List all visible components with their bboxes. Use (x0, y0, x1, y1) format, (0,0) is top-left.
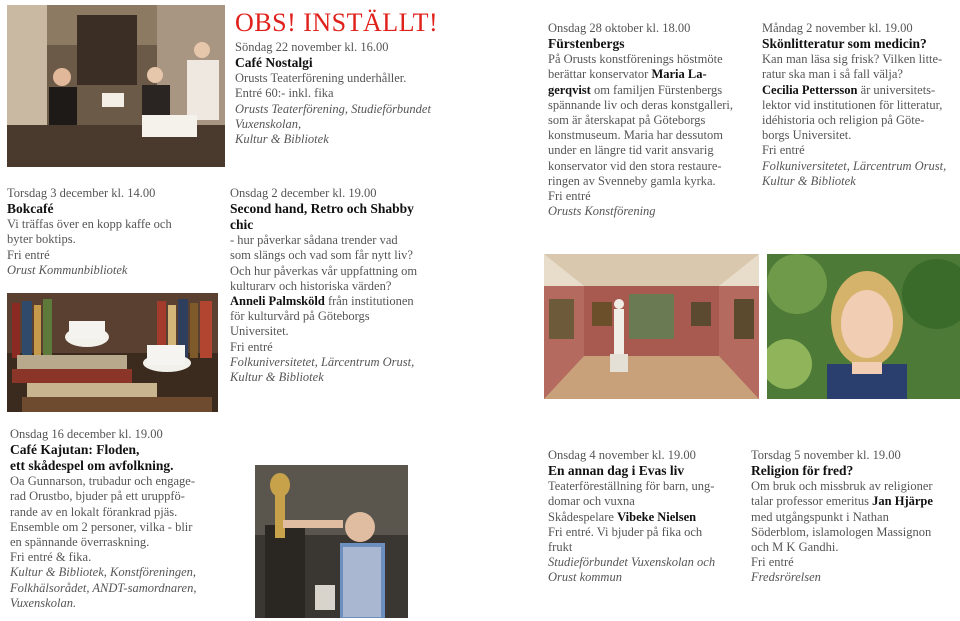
event-line (548, 83, 758, 98)
event-line: Fri entré (7, 247, 50, 262)
event-line: en spännande överraskning. (10, 535, 150, 550)
event-line: kulturarv och historiska värden? (230, 278, 392, 293)
event-organizer: Folkuniversitetet, Lärcentrum Orust, (230, 354, 415, 369)
event-date: Onsdag 2 december kl. 19.00 (230, 186, 377, 200)
event-line: Fri entré & fika. (10, 550, 92, 565)
event-date: Söndag 22 november kl. 16.00 (235, 40, 389, 54)
event-line: och M K Gandhi. (751, 540, 839, 555)
speaker-name: Jan Hjärpe (872, 494, 933, 509)
event-date: Torsdag 3 december kl. 14.00 (7, 186, 156, 200)
books-and-cups-photo (7, 293, 218, 412)
event-line: ratur ska man i så fall välja? (762, 67, 903, 82)
event-line: rande av en lokalt förankrad pjäs. (10, 504, 178, 519)
cancelled-notice: OBS! INSTÄLLT! (235, 8, 439, 37)
event-organizer: Studieförbundet Vuxenskolan och (548, 555, 716, 570)
event-organizer: Orusts Teaterförening, Studieförbundet (235, 101, 431, 116)
event-line: Fri entré (762, 143, 805, 158)
event-furstenbergs (548, 21, 758, 219)
event-organizer: Kultur & Bibliotek (235, 132, 329, 147)
event-line (230, 294, 455, 309)
speaker-name: Cecilia Pettersson (762, 82, 858, 97)
speaker-name: Anneli Palmsköld (230, 294, 325, 309)
event-line: under en längre tid varit ansvarig (548, 143, 714, 158)
event-title: Fürstenbergs (548, 36, 625, 52)
event-line: för kulturvård på Göteborgs (230, 309, 370, 324)
event-line: Universitet. (230, 324, 289, 339)
event-line: som är återskapat på Göteborgs (548, 113, 706, 128)
event-organizer: Fredsrörelsen (751, 570, 821, 585)
troubadour-photo (255, 465, 408, 618)
event-cafe-nostalgi (235, 40, 455, 147)
event-text: Skådespelare (548, 509, 618, 524)
event-religion-for-fred (751, 448, 956, 586)
event-line: frukt (548, 540, 573, 555)
event-line: konservator vid den stora restaure- (548, 158, 722, 173)
event-date: Onsdag 16 december kl. 19.00 (10, 427, 163, 441)
event-line: rad Orustbo, bjuder på ett uruppfö- (10, 489, 185, 504)
event-line: Fri entré (548, 189, 591, 204)
event-date: Måndag 2 november kl. 19.00 (762, 21, 913, 35)
event-organizer: Folkhälsorådet, ANDT-samordnaren, (10, 580, 197, 595)
event-title: Café Kajutan: Floden, (10, 442, 140, 458)
event-title: Skönlitteratur som medicin? (762, 36, 927, 52)
event-title: Café Nostalgi (235, 55, 313, 71)
event-line (762, 83, 958, 98)
event-line (751, 494, 956, 509)
event-line (548, 510, 748, 525)
event-line: Fri entré (230, 339, 273, 354)
event-organizer: Vuxenskolan, (235, 116, 302, 131)
event-organizer: Orusts Konstförening (548, 204, 656, 219)
speaker-affiliation: från institutionen (324, 294, 414, 309)
event-title: chic (230, 217, 254, 233)
event-cafe-kajutan (10, 427, 230, 611)
event-date: Onsdag 28 oktober kl. 18.00 (548, 21, 691, 35)
event-title: Religion för fred? (751, 463, 854, 479)
event-organizer: Vuxenskolan. (10, 595, 77, 610)
event-title: ett skådespel om avfolkning. (10, 458, 174, 474)
event-text: berättar konservator (548, 67, 652, 82)
event-title: Bokcafé (7, 201, 54, 217)
event-bokcafe (7, 186, 222, 278)
actor-name: Vibeke Nielsen (617, 509, 697, 524)
event-date: Torsdag 5 november kl. 19.00 (751, 448, 901, 462)
event-organizer: Kultur & Bibliotek, Konstföreningen, (10, 565, 196, 580)
event-date: Onsdag 4 november kl. 19.00 (548, 448, 696, 462)
event-organizer: Kultur & Bibliotek (230, 370, 324, 385)
event-line: konstmuseum. Maria har dessutom (548, 128, 723, 143)
event-line: ringen av Svenneby gamla kyrka. (548, 173, 716, 188)
event-second-hand (230, 186, 455, 385)
event-line: Och hur påverkas vår uppfattning om (230, 263, 418, 278)
event-skonlitteratur (762, 21, 958, 189)
event-line: spännande liv och deras konstgalleri, (548, 97, 734, 112)
event-line: På Orusts konstförenings höstmöte (548, 52, 723, 67)
event-line: som slängs och vad som får nytt liv? (230, 248, 413, 263)
event-line: - hur påverkar sådana trender vad (230, 233, 398, 248)
event-line: idéhistoria och religion på Göte- (762, 113, 925, 128)
event-line: Fri entré. Vi bjuder på fika och (548, 524, 703, 539)
event-organizer: Orust Kommunbibliotek (7, 262, 128, 277)
event-organizer: Folkuniversitetet, Lärcentrum Orust, (762, 158, 947, 173)
speaker-name: Maria La- (651, 67, 707, 82)
event-line (548, 67, 758, 82)
event-title: En annan dag i Evas liv (548, 463, 685, 479)
speaker-affiliation: är universitets- (857, 82, 936, 97)
event-organizer: Orust kommun (548, 570, 622, 585)
event-organizer: Kultur & Bibliotek (762, 173, 856, 188)
event-line: Fri entré (751, 555, 794, 570)
event-line: Oa Gunnarson, trubadur och engage- (10, 474, 196, 489)
museum-gallery-photo (544, 254, 759, 399)
event-line: Kan man läsa sig frisk? Vilken litte- (762, 52, 943, 67)
event-evas-liv (548, 448, 748, 586)
event-line: med utgångspunkt i Nathan (751, 509, 889, 524)
event-title: Second hand, Retro och Shabby (230, 201, 414, 217)
event-line: Vi träffas över en kopp kaffe och (7, 217, 172, 232)
event-line: domar och vuxna (548, 494, 635, 509)
event-line: Teaterföreställning för barn, ung- (548, 479, 715, 494)
event-line: byter boktips. (7, 232, 76, 247)
theater-photo (7, 5, 225, 167)
event-text: talar professor emeritus (751, 494, 873, 509)
event-line: Entré 60:- inkl. fika (235, 86, 334, 101)
event-line: Söderblom, islamologen Massignon (751, 524, 932, 539)
event-text: om familjen Fürstenbergs (590, 82, 723, 97)
speaker-name: gerqvist (548, 82, 591, 97)
event-line: Om bruk och missbruk av religioner (751, 479, 933, 494)
event-line: lektor vid institutionen för litteratur, (762, 97, 943, 112)
event-line: Ensemble om 2 personer, vilka - blir (10, 519, 193, 534)
event-line: borgs Universitet. (762, 128, 852, 143)
woman-portrait-photo (767, 254, 960, 399)
event-line: Orusts Teaterförening underhåller. (235, 71, 407, 86)
